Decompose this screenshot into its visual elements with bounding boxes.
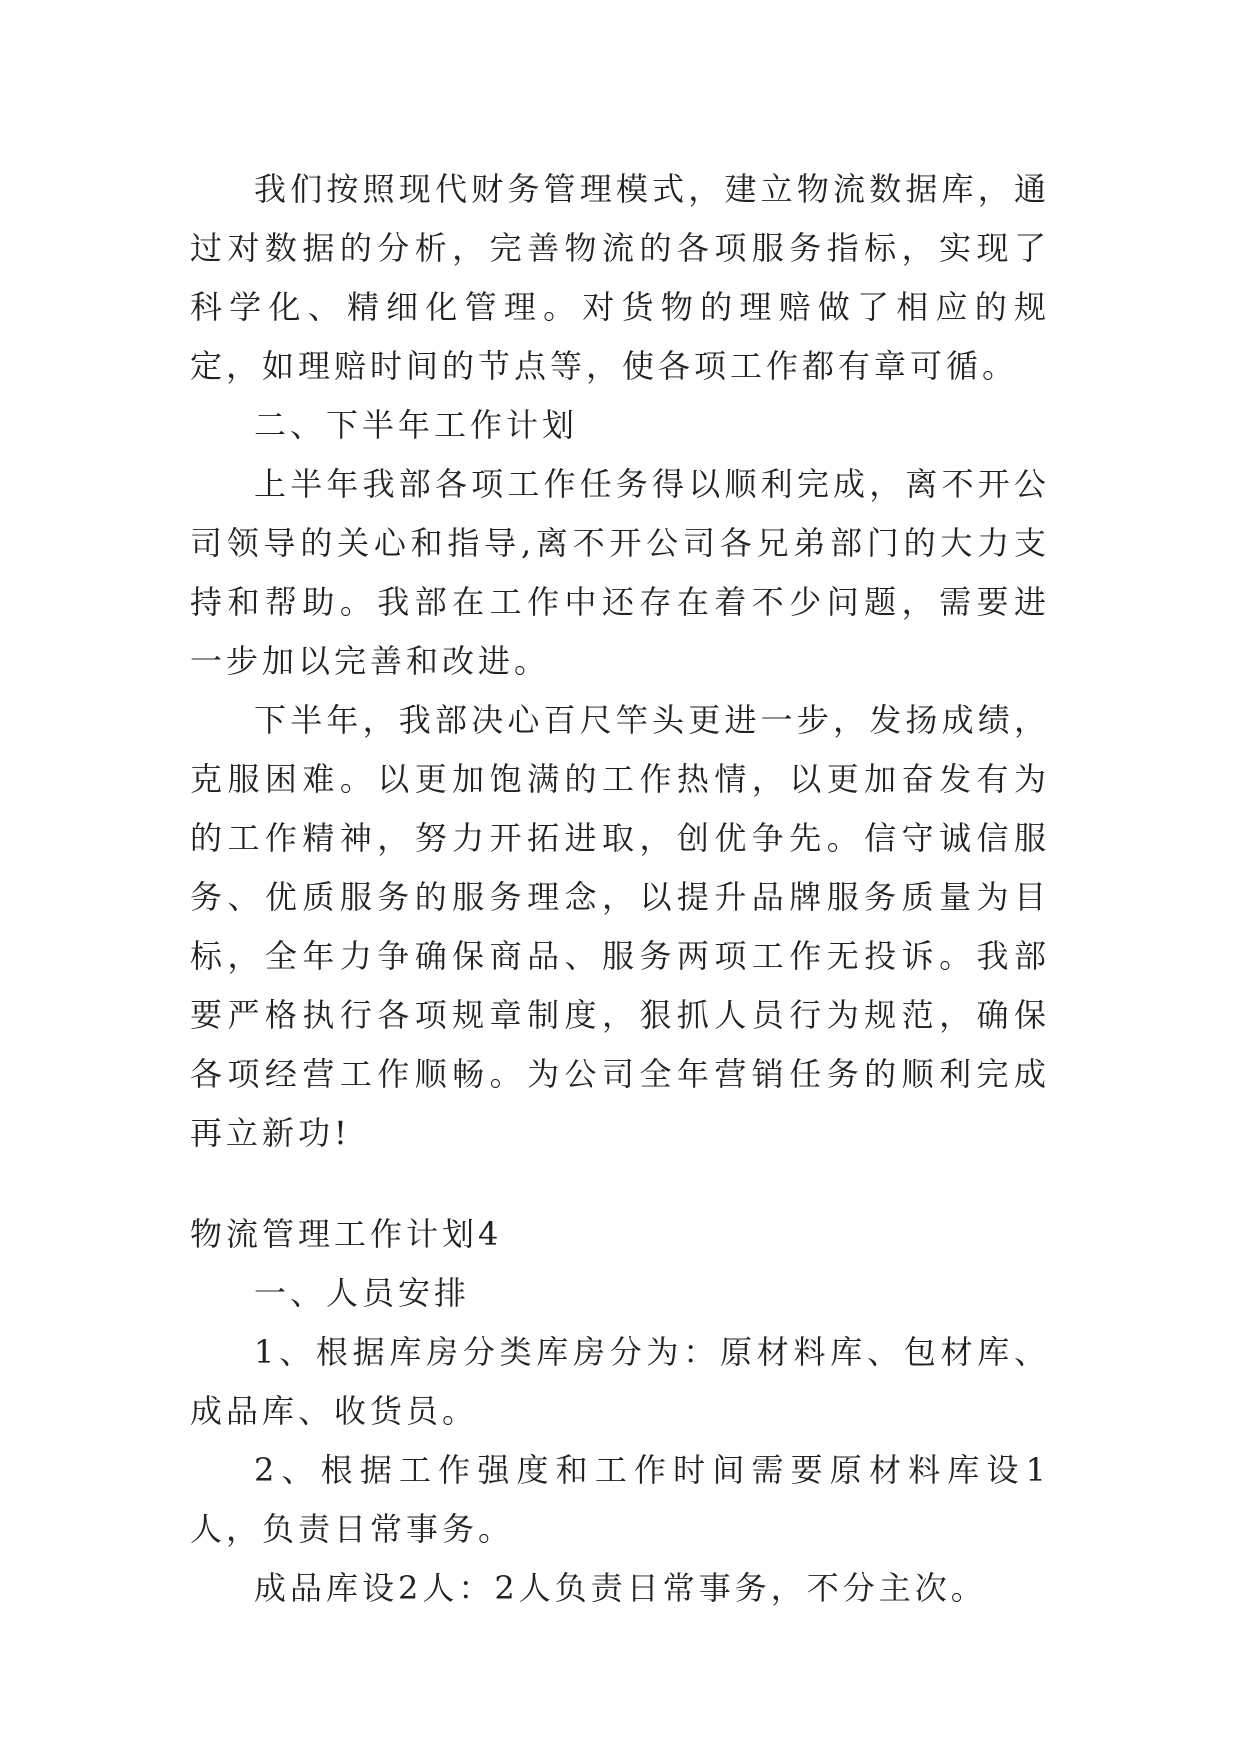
paragraph-financial-management: 我们按照现代财务管理模式，建立物流数据库，通过对数据的分析，完善物流的各项服务指标，实现了科学化、精细化管理。对货物的理赔做了相应的规定，如理赔时间的节点等，使各项工作都有章可循。: [190, 170, 1050, 385]
paragraph-second-half-goals: 下半年，我部决心百尺竿头更进一步，发扬成绩，克服困难。以更加饱满的工作热情，以更加奋发有为的工作精神，努力开拓进取，创优争先。信守诚信服务、优质服务的服务理念，以提升品牌服务质量为目标，全年力争确保商品、服务两项工作无投诉。我部要严格执行各项规章制度，狠抓人员行为规范，确保各项经营工作顺畅。为公司全年营销任务的顺利完成再立新功!: [190, 701, 1050, 1152]
document-body: [190, 160, 1050, 1618]
paragraph-finished-goods-staff: 成品库设2人：2人负责日常事务，不分主次。: [254, 1569, 987, 1607]
heading-second-half-plan: 二、下半年工作计划: [254, 406, 579, 444]
paragraph-first-half-summary: 上半年我部各项工作任务得以顺利完成，离不开公司领导的关心和指导,离不开公司各兄弟部门的大力支持和帮助。我部在工作中还存在着不少问题，需要进一步加以完善和改进。: [190, 465, 1050, 680]
paragraph-raw-material-staff: 2、根据工作强度和工作时间需要原材料库设1人，负责日常事务。: [190, 1451, 1050, 1548]
paragraph-warehouse-categories: 1、根据库房分类库房分为：原材料库、包材库、成品库、收货员。: [190, 1333, 1050, 1430]
heading-staffing: 一、人员安排: [254, 1274, 471, 1312]
section-title-plan-4: 物流管理工作计划4: [190, 1215, 503, 1253]
